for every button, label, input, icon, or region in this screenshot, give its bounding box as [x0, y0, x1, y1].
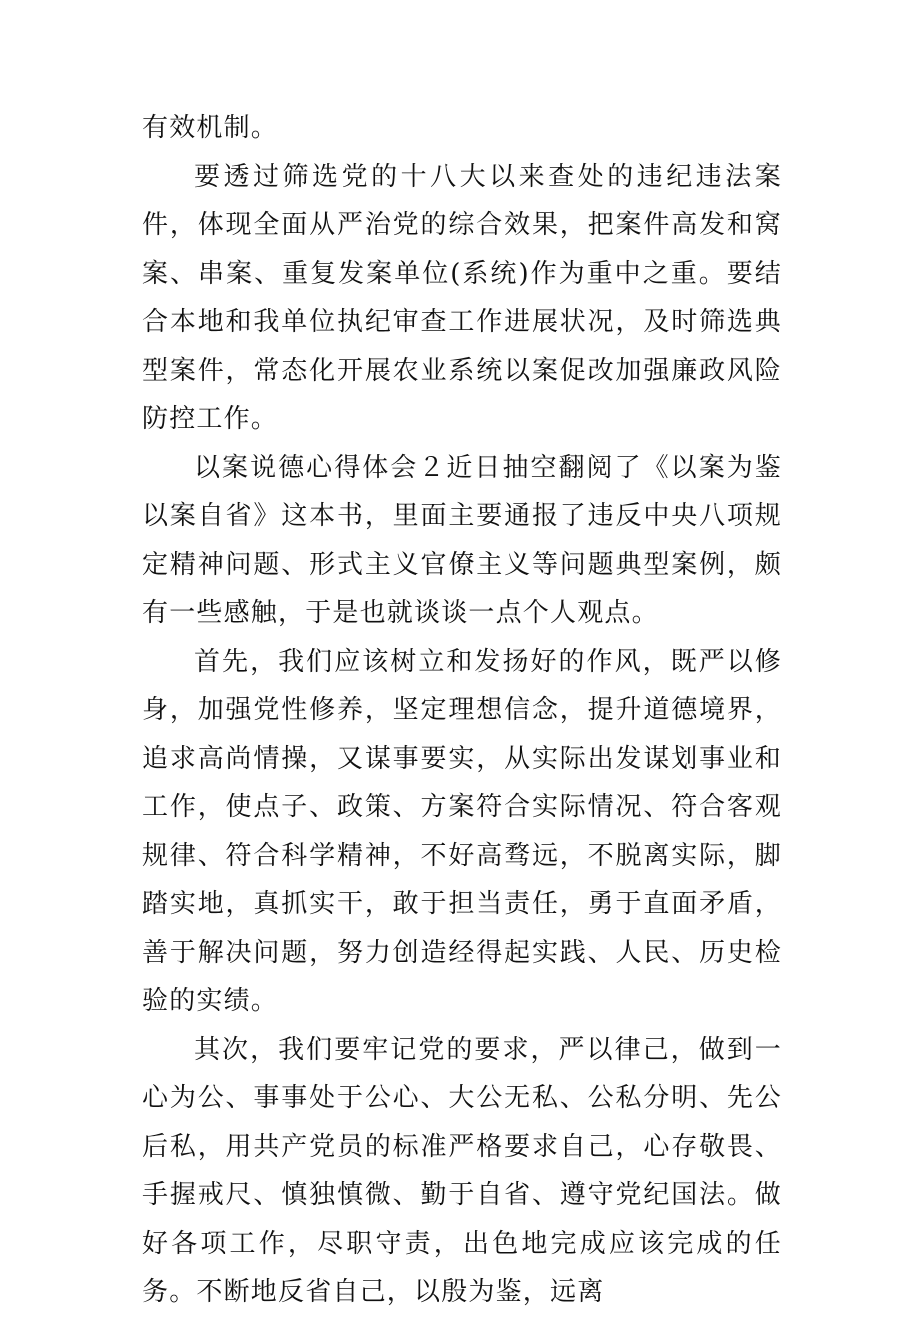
paragraph-3: 以案说德心得体会２近日抽空翻阅了《以案为鉴以案自省》这本书，里面主要通报了违反中央八项规定精神问题、形式主义官僚主义等问题典型案例，颇有一些感触，于是也就谈谈一点个人观点。 [142, 452, 782, 628]
document-body [142, 104, 782, 1317]
paragraph-1: 有效机制。 [142, 113, 279, 143]
paragraph-5: 其次，我们要牢记党的要求，严以律己，做到一心为公、事事处于公心、大公无私、公私分明、先公后私，用共产党员的标准严格要求自己，心存敬畏、手握戒尺、慎独慎微、勤于自省、遵守党纪国法。做好各项工作，尽职守责，出色地完成应该完成的任务。不断地反省自己，以殷为鉴，远离 [142, 1034, 782, 1307]
paragraph-4: 首先，我们应该树立和发扬好的作风，既严以修身，加强党性修养，坚定理想信念，提升道德境界，追求高尚情操，又谋事要实，从实际出发谋划事业和工作，使点子、政策、方案符合实际情况、符合客观规律、符合科学精神，不好高骛远，不脱离实际，脚踏实地，真抓实干，敢于担当责任，勇于直面矛盾，善于解决问题，努力创造经得起实践、人民、历史检验的实绩。 [142, 646, 782, 1016]
paragraph-2: 要透过筛选党的十八大以来查处的违纪违法案件，体现全面从严治党的综合效果，把案件高发和窝案、串案、重复发案单位(系统)作为重中之重。要结合本地和我单位执纪审查工作进展状况，及时筛选典型案件，常态化开展农业系统以案促改加强廉政风险防控工作。 [142, 161, 782, 434]
